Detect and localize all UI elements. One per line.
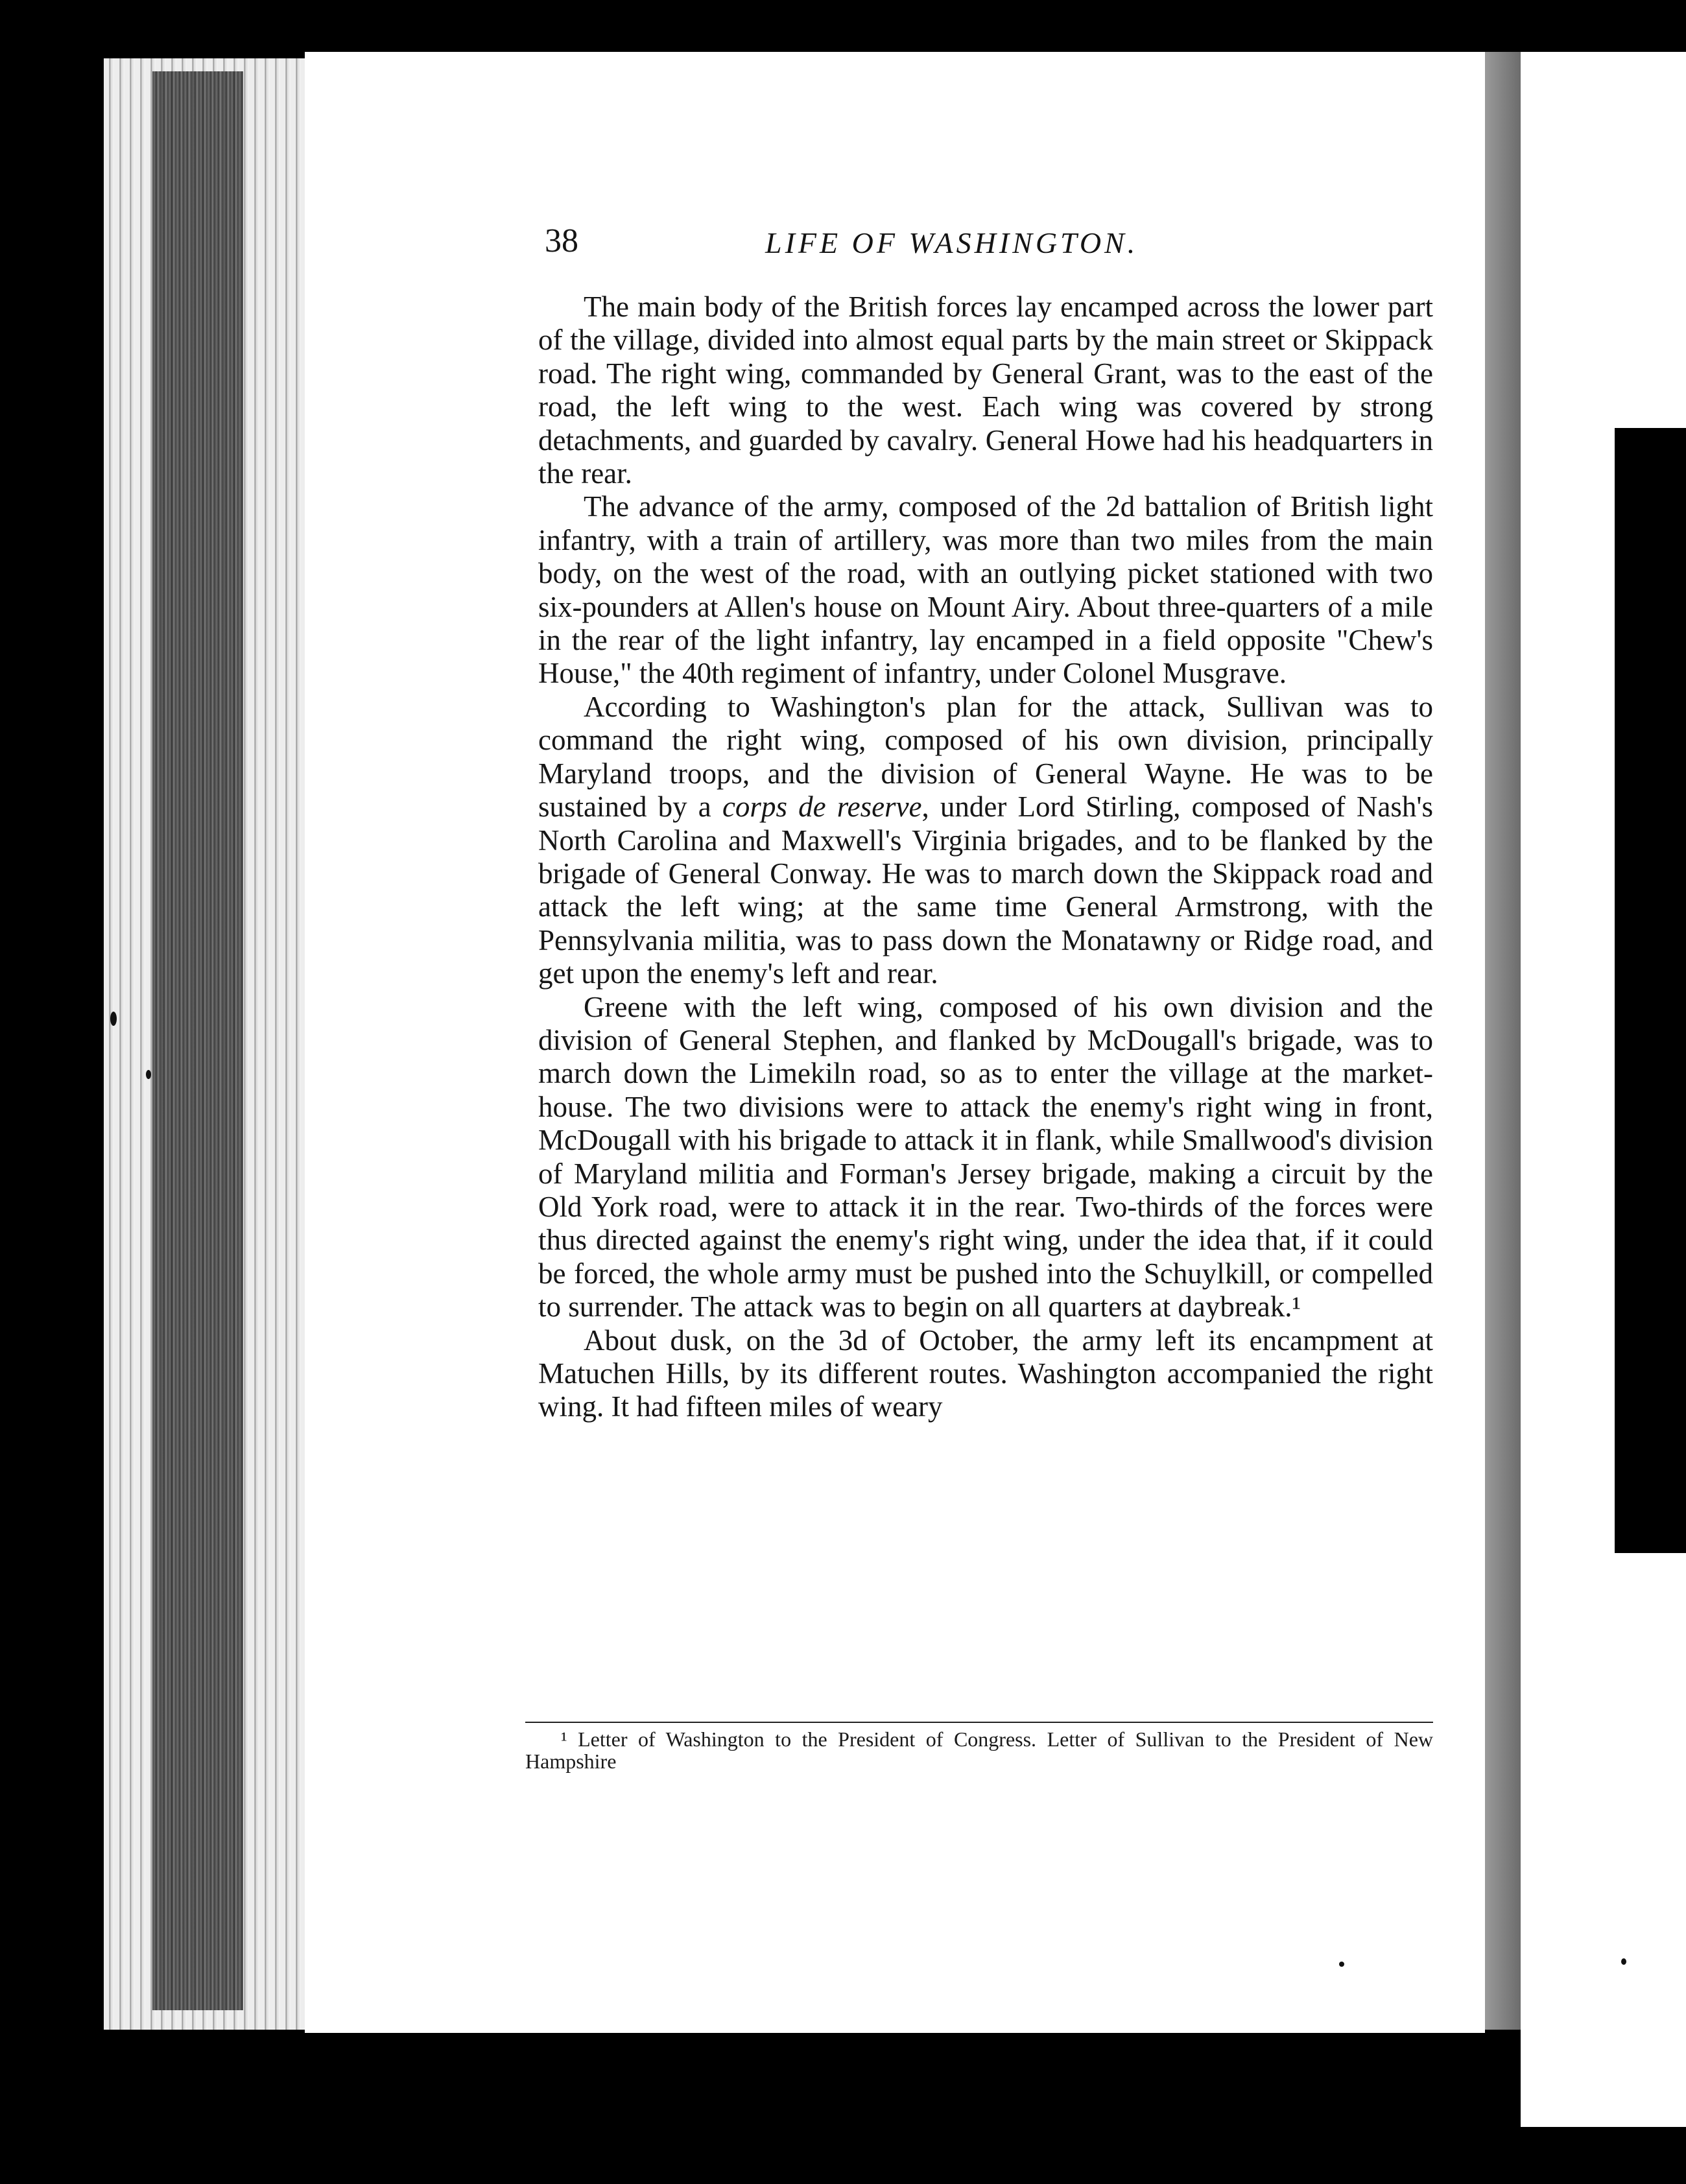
book-page xyxy=(305,52,1485,2033)
footnote-rule xyxy=(525,1722,1433,1723)
paragraph-italic-text: corps de reserve xyxy=(722,790,922,824)
footnote: ¹ Letter of Washington to the President of Congress. Letter of Sullivan to the President of New Hampshire xyxy=(525,1727,1433,1773)
scan-speck xyxy=(1339,1962,1344,1967)
paragraph: The advance of the army, composed of the 2d battalion of British light infantry, with a train of artillery, was more than two miles from the main body, on the west of the road, with an outlying picket stationed with two six-pounders at Allen's house on Mount Airy. About three-quarters of a mile in the rear of the light infantry, lay encamped in a field opposite "Chew's House," the 40th regiment of infantry, under Colonel Musgrave. xyxy=(538,490,1433,690)
paragraph: About dusk, on the 3d of October, the army left its encampment at Matuchen Hills, by its different routes. Washington accompanied the right wing. It had fifteen miles of weary xyxy=(538,1323,1433,1423)
running-head: LIFE OF WASHINGTON. xyxy=(765,226,1139,259)
book-page-edges-shadow xyxy=(152,71,243,2010)
scan-speck xyxy=(146,1070,151,1079)
paragraph: Greene with the left wing, composed of his own division and the division of General Stephen, and flanked by McDougall's brigade, was to march down the Limekiln road, so as to enter the village at the market-house. The two divisions were to attack the enemy's right wing in front, McDougall with his brigade to attack it in flank, while Smallwood's division of Maryland militia and Forman's Jersey brigade, making a circuit by the Old York road, were to attack it in the rear. Two-thirds of the forces were thus directed against the enemy's right wing, under the idea that, if it could be forced, the whole army must be pushed into the Schuylkill, or compelled to surrender. The attack was to begin on all quarters at daybreak.¹ xyxy=(538,990,1433,1323)
scan-speck xyxy=(1621,1958,1626,1965)
facing-page-dark-block xyxy=(1615,428,1686,1553)
paragraph-text: According to Washington's plan for the attack, Sullivan was to command the right wing, composed of his own division, principally Maryland troops, and the division of General Wayne. He was to be sustained by a xyxy=(538,690,1433,824)
page-fold-shadow xyxy=(1485,52,1521,2030)
page-number: 38 xyxy=(545,222,578,259)
paragraph: The main body of the British forces lay encamped across the lower part of the village, divided into almost equal parts by the main street or Skippack road. The right wing, commanded by General Grant, was to the east of the road, the left wing to the west. Each wing was covered by strong detachments, and guarded by cavalry. General Howe had his headquarters in the rear. xyxy=(538,291,1433,490)
body-text xyxy=(538,291,1433,1424)
paragraph xyxy=(538,691,1433,991)
paragraph-text: , under Lord Stirling, composed of Nash's North Carolina and Maxwell's Virginia brigades, and to be flanked by the brigade of General Conway. He was to march down the Skippack road and attack the left wing; at the same time General Armstrong, with the Pennsylvania militia, was to pass down the Monatawny or Ridge road, and get upon the enemy's left and rear. xyxy=(538,790,1433,990)
scan-speck xyxy=(110,1012,117,1026)
